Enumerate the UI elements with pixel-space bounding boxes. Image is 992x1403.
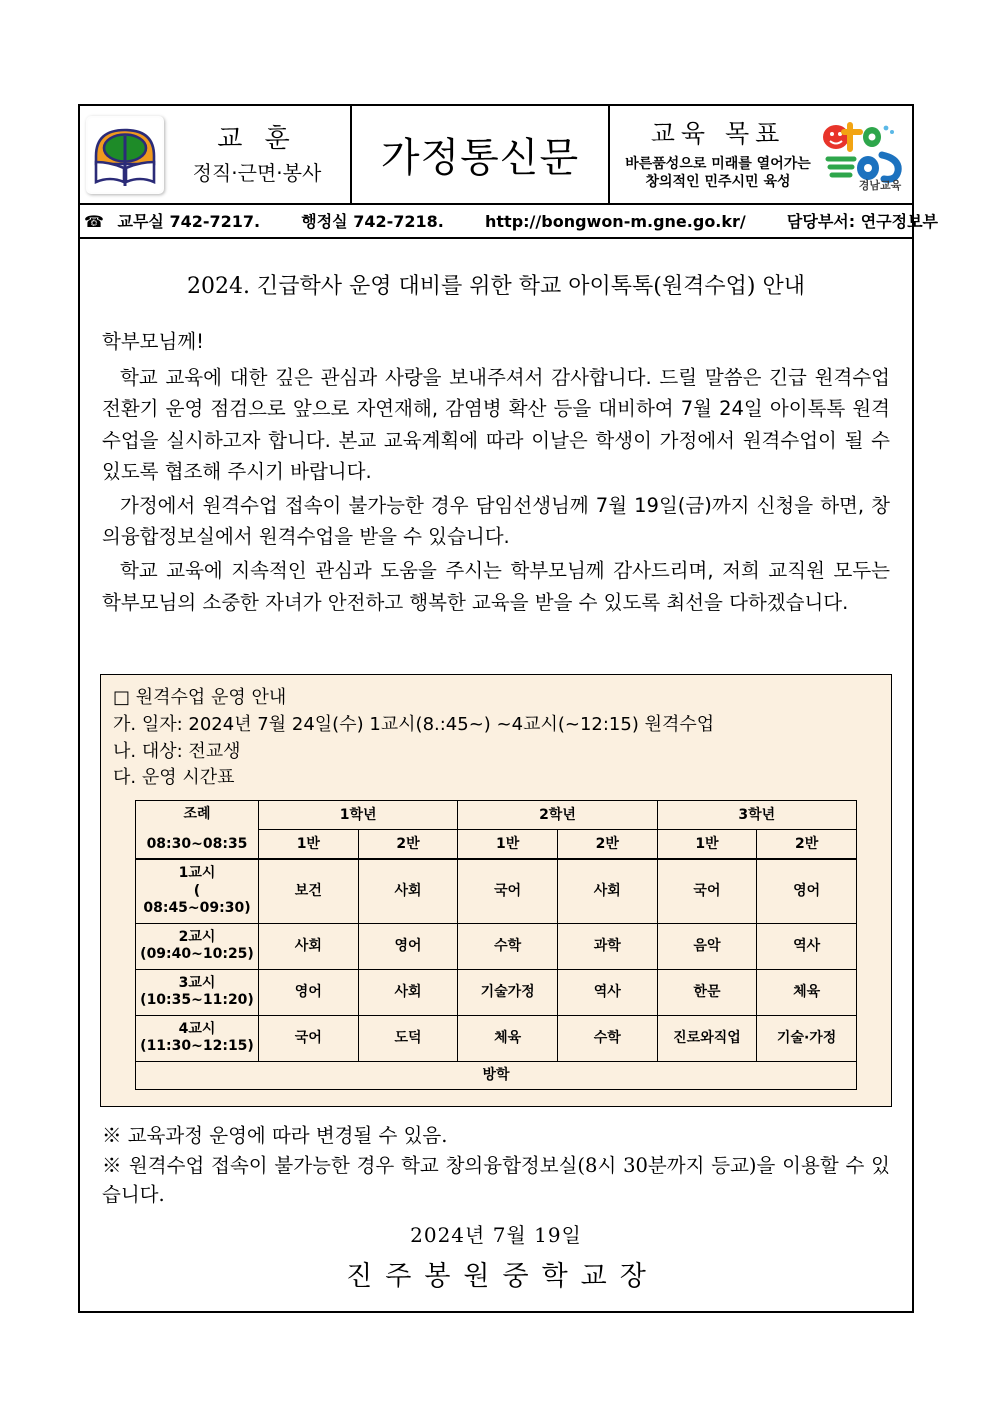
table-row [136,923,857,969]
gyeongnam-education-logo-icon [820,115,912,195]
subject-cell: 사회 [259,923,359,969]
timetable-corner-cell [136,801,259,860]
period-time-3: (10:35~11:20) [140,992,254,1009]
subject-cell: 국어 [657,859,757,923]
signature-school: 진주봉원중학교장 [346,1261,659,1293]
note-1: ※ 교육과정 운영에 따라 변경될 수 있음. [102,1124,448,1148]
class-header-1-1: 1반 [259,830,359,860]
subject-cell: 사회 [358,859,458,923]
info-item-timetable-label: 다. 운영 시간표 [113,767,235,788]
subject-cell: 도덕 [358,1015,458,1061]
period-time-1: ( 08:45~09:30) [143,882,251,917]
info-item-target: 나. 대상: 전교생 [113,740,241,762]
subject-cell: 체육 [458,1015,558,1061]
subject-cell: 국어 [458,859,558,923]
info-box-heading: □ 원격수업 운영 안내 [113,687,287,709]
remote-class-info-box [100,674,892,1107]
subject-cell: 보건 [259,859,359,923]
morning-assembly-label: 조례 [183,806,211,823]
page-title: 2024. 긴급학사 운영 대비를 위한 학교 아이톡톡(원격수업) 안내 [187,274,805,299]
contact-bar [80,205,938,239]
subject-cell: 과학 [557,923,657,969]
subject-cell: 진로와직업 [657,1015,757,1061]
grade-header-2: 2학년 [458,801,657,830]
class-timetable [135,800,857,1090]
period-label-1: 1교시 [178,865,216,882]
class-header-3-1: 1반 [657,830,757,860]
info-item-date: 가. 일자: 2024년 7월 24일(수) 1교시(8.:45~) ~4교시(~12:15) 원격수업 [113,714,715,736]
subject-cell: 역사 [757,923,857,969]
newsletter-title: 가정통신문 [352,106,610,203]
class-header-1-2: 2반 [358,830,458,860]
period-label-2: 2교시 [178,928,216,945]
school-website-url[interactable]: http://bongwon-m.gne.go.kr/ [485,212,746,231]
period-cell-3 [136,969,259,1015]
table-header-row-grades [136,801,857,830]
subject-cell: 음악 [657,923,757,969]
period-time-4: (11:30~12:15) [140,1038,254,1055]
period-cell-4 [136,1015,259,1061]
grade-header-3: 3학년 [657,801,856,830]
paragraph-2: 가정에서 원격수업 접속이 불가능한 경우 담임선생님께 7월 19일(금)까지 신청을 하면, 창의융합정보실에서 원격수업을 받을 수 있습니다. [102,493,890,549]
subject-cell: 한문 [657,969,757,1015]
class-header-2-1: 1반 [458,830,558,860]
greeting-line: 학부모님께! [102,330,205,353]
contact-office-admin: 행정실 742-7218. [301,212,444,231]
motto-label: 교 훈 [217,123,297,154]
newsletter-page [78,104,938,1313]
period-cell-1 [136,859,259,923]
subject-cell: 영어 [757,859,857,923]
paragraph-1: 학교 교육에 대한 깊은 관심과 사랑을 보내주셔서 감사합니다. 드릴 말씀은 긴급 원격수업 전환기 운영 점검으로 앞으로 자연재해, 감염병 확산 등을 대비하여 7월 24일 아이톡톡 원격수업을 실시하고자 합니다. 본교 교육계획에 따라 이날은 학생이 가정에서 원격수업이 될 수 있도록 협조해 주시기 바랍니다. [102,365,890,484]
subject-cell: 기술가정 [458,969,558,1015]
subject-cell: 수학 [458,923,558,969]
note-2: ※ 원격수업 접속이 불가능한 경우 학교 창의융합정보실(8시 30분까지 등교)을 이용할 수 있습니다. [102,1153,890,1206]
goal-line-1: 바른품성으로 미래를 열어가는 [625,155,811,172]
class-header-2-2: 2반 [557,830,657,860]
subject-cell: 사회 [557,859,657,923]
svg-text:경남교육: 경남교육 [858,178,902,192]
phone-icon: ☎ [84,212,104,231]
subject-cell: 영어 [358,923,458,969]
class-header-3-2: 2반 [757,830,857,860]
grade-header-1: 1학년 [259,801,458,830]
period-cell-2 [136,923,259,969]
responsible-department: 담당부서: 연구정보부 [786,212,938,231]
subject-cell: 체육 [757,969,857,1015]
subject-cell: 기술·가정 [757,1015,857,1061]
goal-line-2: 창의적인 민주시민 육성 [645,173,791,190]
period-label-3: 3교시 [178,974,216,991]
education-goal-cell [610,106,912,203]
subject-cell: 영어 [259,969,359,1015]
table-row-vacation [136,1061,857,1090]
morning-assembly-time: 08:30~08:35 [146,835,248,852]
subject-cell: 사회 [358,969,458,1015]
table-row [136,969,857,1015]
vacation-cell: 방학 [136,1061,857,1090]
period-label-4: 4교시 [178,1020,216,1037]
table-row [136,1015,857,1061]
school-motto-cell [80,106,352,203]
document-body [80,239,912,638]
motto-value: 정직·근면·봉사 [192,161,322,186]
goal-label: 교육 목표 [650,119,786,149]
subject-cell: 국어 [259,1015,359,1061]
subject-cell: 수학 [557,1015,657,1061]
table-row [136,859,857,923]
school-emblem-icon [86,116,164,194]
subject-cell: 역사 [557,969,657,1015]
document-header [80,106,912,205]
contact-office-teachers: 교무실 742-7217. [117,212,261,231]
period-time-2: (09:40~10:25) [140,946,254,963]
footer-notes [80,1107,912,1209]
signature-date: 2024년 7월 19일 [410,1223,582,1248]
motto-text-block [164,123,350,187]
paragraph-3: 학교 교육에 지속적인 관심과 도움을 주시는 학부모님께 감사드리며, 저희 교직원 모두는 학부모님의 소중한 자녀가 안전하고 행복한 교육을 받을 수 있도록 최선을 다하겠습니다. [102,559,890,614]
goal-text-block [610,118,820,191]
